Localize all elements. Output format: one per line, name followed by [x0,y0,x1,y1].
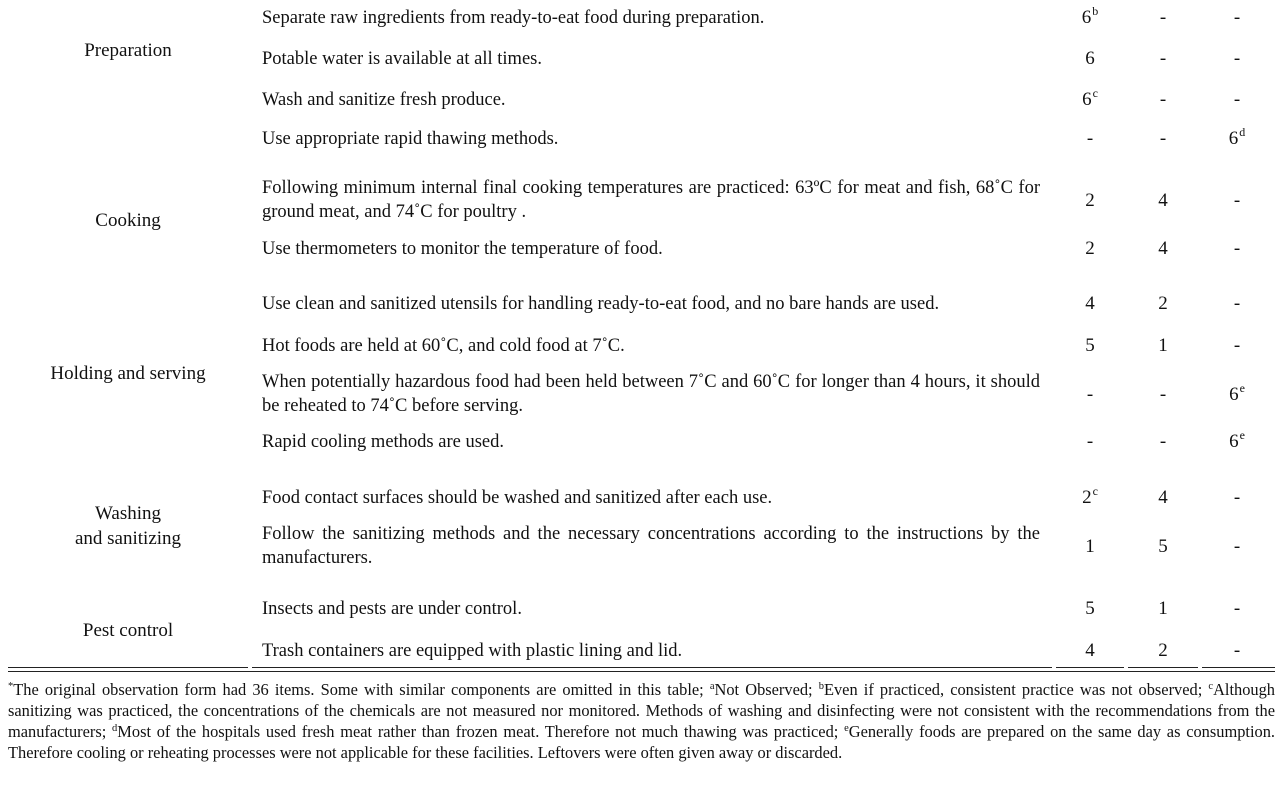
partial-value: 4 [1158,487,1168,508]
not-observed-value: - [1233,536,1241,557]
footnote-marker: e [1239,428,1245,442]
item-text: Hot foods are held at 60˚C, and cold food at 7˚C. [262,336,625,356]
observed-value: 6$^c$ [1082,86,1098,110]
observed-value: 2 [1085,238,1095,259]
partial-value: 1 [1158,598,1168,619]
observed-value: - [1086,128,1094,149]
footnote-marker: b [1092,4,1099,18]
footnote-marker: e [1239,381,1245,395]
not-observed-value: - [1233,598,1241,619]
footnote-text: Not Observed; [714,680,819,699]
partial-value: 2 [1158,640,1168,661]
not-observed-value: - [1233,48,1241,69]
not-observed-value: - [1233,190,1241,211]
item-text: Following minimum internal final cooking temperatures are practiced: 63ºC for meat and fish, 68˚C for ground meat, and 74˚C for poultry . [262,178,1040,222]
not-observed-value: - [1233,7,1241,28]
item-text: Trash containers are equipped with plastic lining and lid. [262,641,683,661]
partial-value: 1 [1158,335,1168,356]
item-text: Food contact surfaces should be washed and sanitized after each use. [262,488,773,508]
category-label: Washing and sanitizing [74,503,182,549]
footnote-marker: d [1239,125,1246,139]
partial-value: - [1159,431,1167,452]
not-observed-value: - [1233,487,1241,508]
item-text: Use thermometers to monitor the temperature of food. [262,239,663,259]
item-text: Wash and sanitize fresh produce. [262,90,506,110]
item-text: Rapid cooling methods are used. [262,432,504,452]
not-observed-value: 6$^d$ [1228,125,1246,149]
not-observed-value: - [1233,238,1241,259]
not-observed-value: - [1233,89,1241,110]
item-text: Potable water is available at all times. [262,49,542,69]
not-observed-value: - [1233,640,1241,661]
observed-value: 2$^c$ [1082,484,1098,508]
partial-value: - [1159,384,1167,405]
item-text: Follow the sanitizing methods and the necessary concentrations according to the instructions by the manufacturers. [262,524,1040,568]
partial-value: - [1159,7,1167,28]
footnote-text: The original observation form had 36 items. Some with similar components are omitted in this table; [13,680,710,699]
partial-value: 2 [1158,293,1168,314]
table-bottom-rule [1056,667,1124,668]
observed-value: 1 [1085,536,1095,557]
partial-value: - [1159,89,1167,110]
not-observed-value: - [1233,293,1241,314]
footnote-marker: c [1092,484,1098,498]
observed-value: 2 [1085,190,1095,211]
item-text: When potentially hazardous food had been held between 7˚C and 60˚C for longer than 4 hours, it should be reheated to 74˚C before serving. [262,372,1040,416]
table-footnote [8,679,1275,763]
observed-value: 5 [1085,598,1095,619]
not-observed-value: - [1233,335,1241,356]
partial-value: 4 [1158,190,1168,211]
table-bottom-rule [1128,667,1198,668]
footnote-marker: a [709,681,715,692]
observed-value: 4 [1085,640,1095,661]
observed-value: 5 [1085,335,1095,356]
item-text: Use appropriate rapid thawing methods. [262,129,559,149]
partial-value: 5 [1158,536,1168,557]
observed-value: 6$^b$ [1081,4,1099,28]
not-observed-value: 6e [1229,381,1245,405]
observed-value: - [1086,384,1094,405]
partial-value: - [1159,48,1167,69]
footnote-marker: d [112,723,118,734]
observed-value: 6 [1085,48,1095,69]
not-observed-value: 6e [1229,428,1245,452]
footnote-marker: c [1208,681,1214,692]
footnote-marker: e [844,723,849,734]
category-label: Pest control [82,620,174,641]
observed-value: 4 [1085,293,1095,314]
footnote-marker: c [1092,86,1098,100]
category-label: Preparation [84,40,172,61]
category-label: Holding and serving [50,363,206,384]
partial-value: - [1159,128,1167,149]
footnote-text: Generally foods are prepared on the same day as consumption. Therefore cooling or reheating processes were not applicable for these facilities. Leftovers were often given away or discarded. [8,722,1275,762]
item-text: Insects and pests are under control. [262,599,522,619]
footnote-marker: * [8,681,14,692]
footnote-text: Although sanitizing was practiced, the concentrations of the chemicals are not measured nor monitored. Methods of washing and disinfecting were not consistent with the recommendations from the manufacturers; [8,680,1275,741]
item-text: Separate raw ingredients from ready-to-eat food during preparation. [262,8,765,28]
footnote-marker: b [818,681,824,692]
table-bottom-rule [252,667,1052,668]
footnote-divider [8,671,1275,672]
category-label: Cooking [95,210,161,231]
footnote-text: Even if practiced, consistent practice was not observed; [823,680,1209,699]
footnote-text: Most of the hospitals used fresh meat rather than frozen meat. Therefore not much thawing was practiced; [117,722,845,741]
table-bottom-rule [8,667,248,668]
item-text: Use clean and sanitized utensils for handling ready-to-eat food, and no bare hands are used. [262,294,940,314]
observed-value: - [1086,431,1094,452]
table-bottom-rule [1202,667,1275,668]
partial-value: 4 [1158,238,1168,259]
